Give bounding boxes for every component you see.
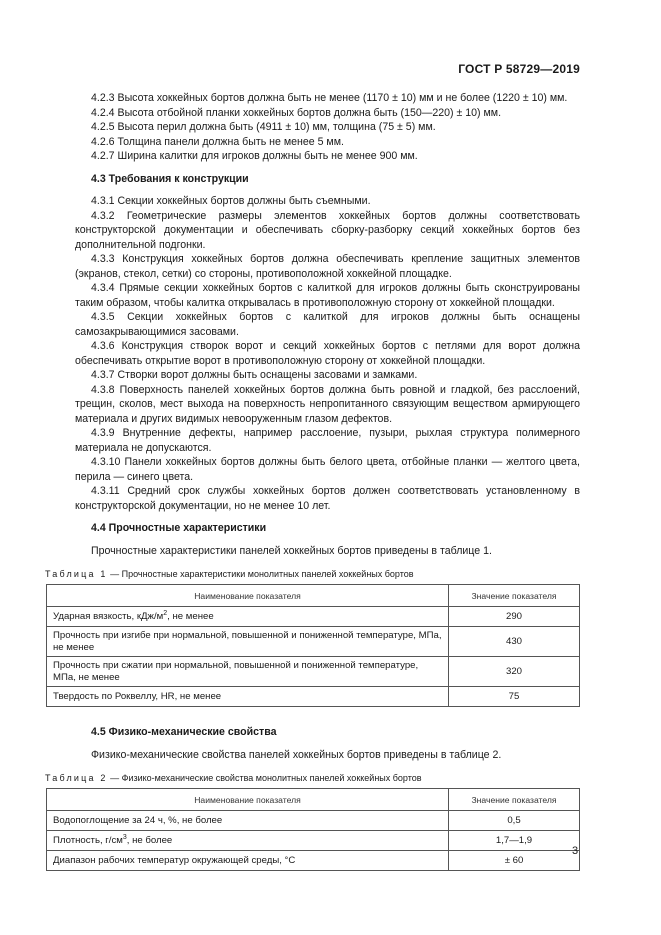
row-value: 0,5: [449, 811, 580, 831]
table-2-label: Таблица 2: [45, 773, 108, 783]
paragraph-4-3-10: 4.3.10 Панели хоккейных бортов должны быть белого цвета, отбойные планки — желтого цвета, перила — синего цвета.: [75, 456, 580, 483]
row-value: 320: [449, 657, 580, 687]
table-header-row: [47, 789, 580, 811]
page-number: 3: [572, 845, 579, 857]
paragraph-4-2-7: 4.2.7 Ширина калитки для игроков должны быть не менее 900 мм.: [91, 150, 418, 162]
table-2: [46, 788, 580, 871]
table-row: [47, 811, 580, 831]
table-header-row: [47, 585, 580, 607]
table-2-caption: [45, 772, 580, 784]
table-1-label: Таблица 1: [45, 569, 108, 579]
section-heading-4-5: 4.5 Физико-механические свойства: [91, 726, 277, 738]
paragraph-4-3-6: 4.3.6 Конструкция створок ворот и секций хоккейных бортов с петлями для ворот должна обеспечивать открытие ворот в противоположную сторону от хоккейной площадки.: [75, 340, 580, 367]
row-name: Прочность при изгибе при нормальной, повышенной и пониженной температуре, МПа, не менее: [47, 627, 449, 657]
row-name: Плотность, $г/см^3$, не более: [47, 831, 449, 851]
standard-code: ГОСТ Р 58729—2019: [458, 62, 580, 76]
table-2-title: — Физико-механические свойства монолитных панелей хоккейных бортов: [107, 773, 422, 783]
row-name: Ударная вязкость, кДж/$м^2$, не менее: [47, 607, 449, 627]
table-1: [46, 584, 580, 707]
table-row: [47, 627, 580, 657]
table-2-intro: Физико-механические свойства панелей хоккейных бортов приведены в таблице 2.: [91, 748, 502, 761]
paragraph-4-2-5: 4.2.5 Высота перил должна быть (4911 ± 10) мм, толщина (75 ± 5) мм.: [91, 121, 436, 133]
table-1-title: — Прочностные характеристики монолитных панелей хоккейных бортов: [107, 569, 414, 579]
paragraph-4-2-4: 4.2.4 Высота отбойной планки хоккейных бортов должна быть (150—220) ± 10) мм.: [91, 106, 502, 119]
row-name: Диапазон рабочих температур окружающей среды, °С: [47, 851, 449, 871]
column-header-value: Значение показателя: [449, 789, 580, 811]
row-name: Твердость по Роквеллу, HR, не менее: [47, 687, 449, 707]
column-header-name: Наименование показателя: [47, 789, 449, 811]
paragraph-4-3-7: 4.3.7 Створки ворот должны быть оснащены засовами и замками.: [91, 369, 418, 381]
paragraph-4-3-4: 4.3.4 Прямые секции хоккейных бортов с калиткой для игроков должны быть сконструированы таким образом, чтобы калитка открывалась в противоположную сторону от хоккейной площадки.: [75, 282, 580, 309]
row-value: ± 60: [449, 851, 580, 871]
body-text: [45, 91, 580, 871]
table-1-intro: Прочностные характеристики панелей хоккейных бортов приведены в таблице 1.: [91, 544, 492, 557]
table-row: [47, 851, 580, 871]
row-value: 430: [449, 627, 580, 657]
section-heading-4-4: 4.4 Прочностные характеристики: [91, 522, 267, 534]
column-header-name: Наименование показателя: [47, 585, 449, 607]
section-heading-4-3: 4.3 Требования к конструкции: [91, 172, 249, 185]
paragraph-4-2-3: 4.2.3 Высота хоккейных бортов должна быть не менее (1170 ± 10) мм и не более (1220 ± 10) мм.: [91, 92, 568, 104]
paragraph-4-3-1: 4.3.1 Секции хоккейных бортов должны быть съемными.: [91, 195, 371, 207]
table-row: [47, 831, 580, 851]
paragraph-4-3-2: 4.3.2 Геометрические размеры элементов хоккейных бортов должны соответствовать конструкторской документации и обеспечивать сборку-разборку секций хоккейных бортов без дополнительной подгонки.: [75, 209, 580, 251]
row-name: Прочность при сжатии при нормальной, повышенной и пониженной температуре, МПа, не менее: [47, 657, 449, 687]
paragraph-4-3-9: 4.3.9 Внутренние дефекты, например расслоение, пузыри, рыхлая структура полимерного материала не допускаются.: [75, 427, 580, 454]
row-name: Водопоглощение за 24 ч, %, не более: [47, 811, 449, 831]
column-header-value: Значение показателя: [449, 585, 580, 607]
row-value: 290: [449, 607, 580, 627]
paragraph-4-3-3: 4.3.3 Конструкция хоккейных бортов должна обеспечивать крепление защитных элементов (экранов, стекол, сетки) со стороны, противоположной хоккейной площадке.: [75, 253, 580, 280]
row-value: 75: [449, 687, 580, 707]
paragraph-4-3-8: 4.3.8 Поверхность панелей хоккейных бортов должна быть ровной и гладкой, без расслоений, трещин, сколов, мест выхода на поверхность непропитанного связующим веществом армирующего материала и других видимых невооруженным глазом дефектов.: [75, 383, 580, 425]
table-row: [47, 687, 580, 707]
paragraph-4-3-5: 4.3.5 Секции хоккейных бортов с калиткой для игроков должны быть оснащены самозакрывающимися засовами.: [75, 311, 580, 338]
row-value: 1,7—1,9: [449, 831, 580, 851]
table-1-caption: [45, 568, 580, 580]
table-row: [47, 607, 580, 627]
table-row: [47, 657, 580, 687]
paragraph-4-2-6: 4.2.6 Толщина панели должна быть не менее 5 мм.: [91, 135, 344, 148]
paragraph-4-3-11: 4.3.11 Средний срок службы хоккейных бортов должен соответствовать установленному в конструкторской документации, но не менее 10 лет.: [75, 485, 580, 512]
